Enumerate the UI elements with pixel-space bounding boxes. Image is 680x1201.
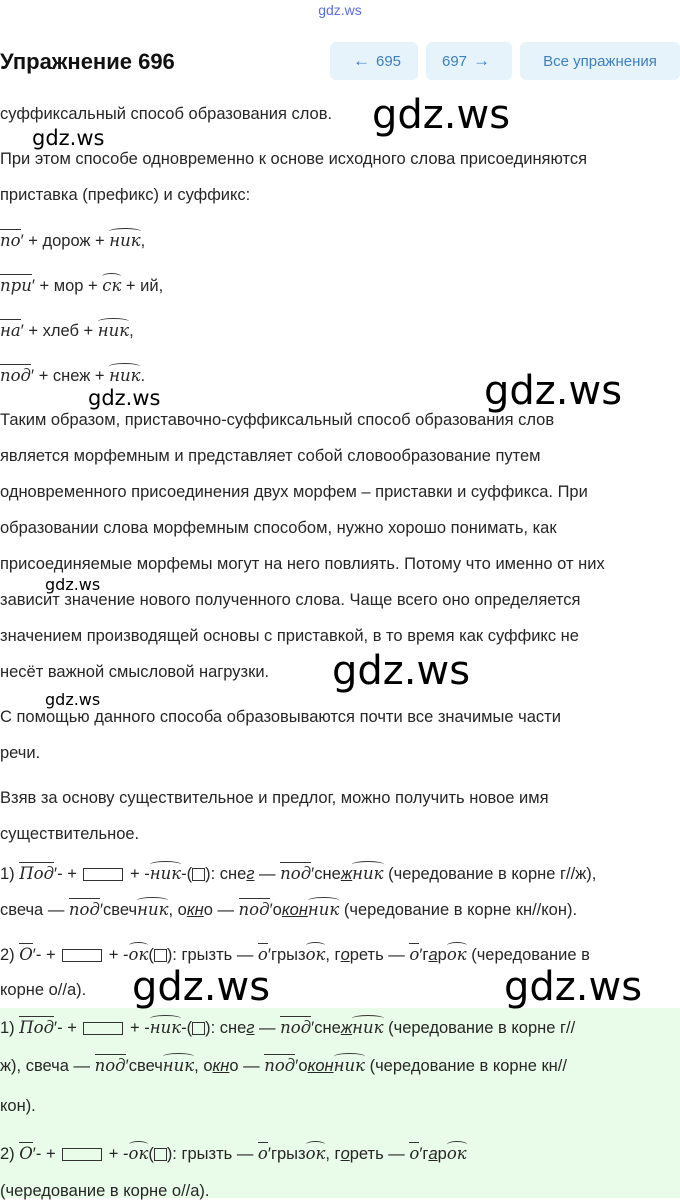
text-part: о bbox=[298, 1057, 308, 1075]
prefix-mark: под bbox=[238, 900, 270, 919]
answer-number: 2) bbox=[0, 946, 20, 964]
answer-line: 1) Под′- + + -ник-( ): снег — под′снежник (чередование в корне г//ж), bbox=[0, 864, 597, 883]
suffix-mark: ск bbox=[102, 276, 122, 295]
root-text: + дорож + bbox=[23, 232, 110, 250]
text-part: (чередование в корне г//ж), bbox=[383, 865, 597, 883]
text-part: реть — bbox=[349, 946, 410, 964]
ending-text: . bbox=[140, 367, 146, 385]
text-line: речи. bbox=[0, 744, 41, 762]
text-line: присоединяемые морфемы могут на него повлиять. Потому что именно от них bbox=[0, 555, 605, 573]
text-line: С помощью данного способа образовываются почти все значимые части bbox=[0, 708, 561, 726]
ending-text: + ий, bbox=[121, 277, 164, 295]
suffix-mark: ник bbox=[149, 864, 182, 883]
suffix-mark: ник bbox=[97, 321, 130, 340]
watermark: gdz.ws bbox=[484, 368, 623, 414]
prefix-mark: под bbox=[264, 1056, 296, 1075]
prefix-mark: под bbox=[280, 1018, 312, 1037]
prefix-mark: о bbox=[409, 1144, 420, 1163]
text-part: о bbox=[272, 901, 282, 919]
text-line: При этом способе одновременно к основе исходного слова присоединяются bbox=[0, 150, 588, 168]
root-text: + хлеб + bbox=[23, 322, 98, 340]
suffix-mark: ок bbox=[305, 945, 326, 964]
answer-line: 2) О′- + + -ок( ): грызть — о′грызок, гореть — о′гарок (чередование в bbox=[0, 945, 590, 964]
root-blank bbox=[83, 1022, 123, 1035]
text-part: ): грызть — bbox=[166, 1145, 258, 1163]
prefix-mark: Под bbox=[19, 864, 55, 883]
answer-line: свеча — под′свечник, окно — под′оконник (чередование в корне кн//кон). bbox=[0, 900, 578, 919]
text-part: - + bbox=[57, 865, 82, 883]
text-part: , г bbox=[325, 946, 341, 964]
text-part: + - bbox=[125, 1019, 150, 1037]
answer-line: (чередование в корне о//а). bbox=[0, 1182, 210, 1200]
answer-number: 2) bbox=[0, 1145, 20, 1163]
alternation-letter: о bbox=[340, 1145, 350, 1163]
answer-number: 1) bbox=[0, 865, 20, 883]
answer-line: корне о//а). bbox=[0, 981, 87, 999]
answer-number: 1) bbox=[0, 1019, 20, 1037]
prefix-mark: О bbox=[19, 1144, 33, 1163]
prefix-mark: по bbox=[0, 231, 21, 250]
suffix-mark: ник bbox=[137, 900, 169, 919]
text-part: (чередование в корне г// bbox=[383, 1019, 576, 1037]
ending-square bbox=[154, 1148, 167, 1161]
text-line: Таким образом, приставочно-суффиксальный способ образования слов bbox=[0, 411, 555, 429]
ending-square bbox=[192, 1022, 205, 1035]
prefix-mark: под bbox=[68, 900, 100, 919]
text-part: + - bbox=[104, 946, 129, 964]
watermark: gdz.ws bbox=[504, 964, 643, 1010]
text-part: (чередование в bbox=[466, 946, 590, 964]
next-exercise-label: 697 bbox=[441, 52, 468, 70]
text-part: (чередование в корне кн//кон). bbox=[339, 901, 578, 919]
text-part: ж), свеча — bbox=[0, 1057, 95, 1075]
ending-text: , bbox=[140, 232, 146, 250]
text-line: образовании слова морфемным способом, нужно хорошо понимать, как bbox=[0, 519, 557, 537]
alternation-letter: ж bbox=[340, 1019, 353, 1037]
alternation-letter: а bbox=[428, 946, 438, 964]
watermark: gdz.ws bbox=[132, 964, 271, 1010]
text-part: о — bbox=[229, 1057, 265, 1075]
text-line: значением производящей основы с приставкой, в то время как суффикс не bbox=[0, 627, 579, 645]
text-part: ): сне bbox=[205, 865, 247, 883]
morpheme-example: под′ + снеж + ник. bbox=[0, 366, 146, 385]
root-blank bbox=[83, 868, 123, 881]
morpheme-example: по′ + дорож + ник, bbox=[0, 231, 146, 250]
ending-text: , bbox=[129, 322, 134, 340]
text-part: р bbox=[437, 1145, 447, 1163]
root-text: + снеж + bbox=[34, 367, 110, 385]
prefix-mark: под bbox=[94, 1056, 126, 1075]
suffix-mark: ник bbox=[352, 1018, 384, 1037]
text-line: одновременного присоединения двух морфем – приставки и суффикса. При bbox=[0, 483, 588, 501]
alternation-letter: а bbox=[428, 1145, 438, 1163]
suffix-mark: ник bbox=[352, 864, 384, 883]
root-blank bbox=[62, 1148, 102, 1161]
text-part: , о bbox=[194, 1057, 213, 1075]
ending-square bbox=[154, 949, 167, 962]
text-part: ( bbox=[148, 946, 154, 964]
suffix-mark: ник bbox=[109, 231, 141, 250]
text-part: — bbox=[254, 865, 281, 883]
text-part: , г bbox=[325, 1145, 341, 1163]
morpheme-example: при′ + мор + ск + ий, bbox=[0, 276, 164, 295]
text-part: - + bbox=[35, 946, 61, 964]
alternation-letter: г bbox=[246, 1019, 255, 1037]
alternation-letter: о bbox=[340, 946, 350, 964]
text-part: ): сне bbox=[205, 1019, 247, 1037]
alternation-letter: кон bbox=[281, 901, 308, 919]
suffix-mark: ок bbox=[446, 945, 467, 964]
prefix-mark: О bbox=[19, 945, 33, 964]
suffix-mark: ок bbox=[305, 1144, 326, 1163]
text-part: грыз bbox=[270, 946, 306, 964]
suffix-mark: ник bbox=[109, 366, 141, 385]
answer-line: 1) Под′- + + -ник-( ): снег — под′снежник (чередование в корне г// bbox=[0, 1018, 576, 1037]
text-line: Взяв за основу существительное и предлог, можно получить новое имя bbox=[0, 789, 549, 807]
suffix-mark: ник bbox=[307, 900, 340, 919]
suffix-mark: ок bbox=[446, 1144, 467, 1163]
suffix-mark: ок bbox=[128, 945, 149, 964]
morpheme-example: на′ + хлеб + ник, bbox=[0, 321, 134, 340]
text-line: является морфемным и представляет собой словообразование путем bbox=[0, 447, 541, 465]
root-blank bbox=[62, 949, 102, 962]
prefix-mark: на bbox=[0, 321, 21, 340]
watermark: gdz.ws bbox=[372, 92, 511, 138]
suffix-mark: ник bbox=[149, 1018, 182, 1037]
alternation-letter: г bbox=[246, 865, 255, 883]
text-part: свеча — bbox=[0, 901, 69, 919]
prefix-mark: о bbox=[409, 945, 420, 964]
page-title: Упражнение 696 bbox=[0, 49, 175, 74]
text-part: сне bbox=[314, 865, 341, 883]
root-text: + мор + bbox=[34, 277, 103, 295]
text-part: грыз bbox=[270, 1145, 306, 1163]
answer-line: 2) О′- + + -ок( ): грызть — о′грызок, гореть — о′гарок bbox=[0, 1144, 467, 1163]
alternation-letter: ж bbox=[340, 865, 353, 883]
text-line: несёт важной смысловой нагрузки. bbox=[0, 663, 270, 681]
text-part: г bbox=[422, 946, 429, 964]
answer-line: кон). bbox=[0, 1097, 36, 1115]
arrow-left-icon: ← bbox=[352, 51, 370, 70]
text-line: зависит значение нового полученного слова. Чаще всего оно определяется bbox=[0, 591, 581, 609]
suffix-mark: ник bbox=[162, 1056, 195, 1075]
alternation-letter: кон bbox=[307, 1057, 334, 1075]
prefix-mark: о bbox=[257, 1144, 268, 1163]
text-part: , о bbox=[168, 901, 187, 919]
prefix-mark: при bbox=[0, 276, 32, 295]
answer-line: ж), свеча — под′свечник, окно — под′оконник (чередование в корне кн// bbox=[0, 1056, 567, 1075]
site-logo-link[interactable]: gdz.ws bbox=[318, 2, 362, 18]
text-part: - + bbox=[35, 1145, 61, 1163]
arrow-right-icon: → bbox=[473, 51, 491, 70]
text-part: свеч bbox=[103, 901, 138, 919]
watermark: gdz.ws bbox=[45, 690, 101, 709]
text-part: г bbox=[422, 1145, 429, 1163]
alternation-letter: кн bbox=[212, 1057, 230, 1075]
prev-exercise-label: 695 bbox=[375, 52, 402, 70]
all-exercises-button[interactable] bbox=[520, 42, 680, 80]
text-part: + - bbox=[104, 1145, 129, 1163]
prefix-mark: под bbox=[280, 864, 312, 883]
text-part: — bbox=[254, 1019, 281, 1037]
text-part: р bbox=[437, 946, 447, 964]
text-part: реть — bbox=[349, 1145, 410, 1163]
prefix-mark: под bbox=[0, 366, 32, 385]
prev-exercise-button[interactable] bbox=[330, 42, 418, 80]
text-part: -( bbox=[181, 1019, 193, 1037]
watermark: gdz.ws bbox=[332, 648, 471, 694]
prefix-mark: Под bbox=[19, 1018, 55, 1037]
text-part: о — bbox=[203, 901, 239, 919]
next-exercise-button[interactable] bbox=[426, 42, 512, 80]
exercise-header bbox=[0, 42, 680, 82]
text-part: -( bbox=[181, 865, 193, 883]
all-exercises-label: Все упражнения bbox=[543, 52, 657, 70]
suffix-mark: ник bbox=[333, 1056, 365, 1075]
ending-square bbox=[192, 868, 205, 881]
alternation-letter: кн bbox=[186, 901, 204, 919]
text-part: + - bbox=[125, 865, 150, 883]
watermark: gdz.ws bbox=[45, 575, 101, 594]
text-part: ( bbox=[148, 1145, 154, 1163]
text-part: сне bbox=[314, 1019, 341, 1037]
prefix-mark: о bbox=[257, 945, 268, 964]
text-line: приставка (префикс) и суффикс: bbox=[0, 186, 251, 204]
text-part: свеч bbox=[128, 1057, 163, 1075]
text-part: (чередование в корне кн// bbox=[364, 1057, 567, 1075]
watermark: gdz.ws bbox=[32, 126, 105, 150]
text-line: суффиксальный способ образования слов. bbox=[0, 105, 333, 123]
text-line: существительное. bbox=[0, 825, 140, 843]
text-part: ): грызть — bbox=[166, 946, 258, 964]
watermark: gdz.ws bbox=[88, 386, 161, 410]
suffix-mark: ок bbox=[128, 1144, 149, 1163]
text-part: - + bbox=[57, 1019, 82, 1037]
